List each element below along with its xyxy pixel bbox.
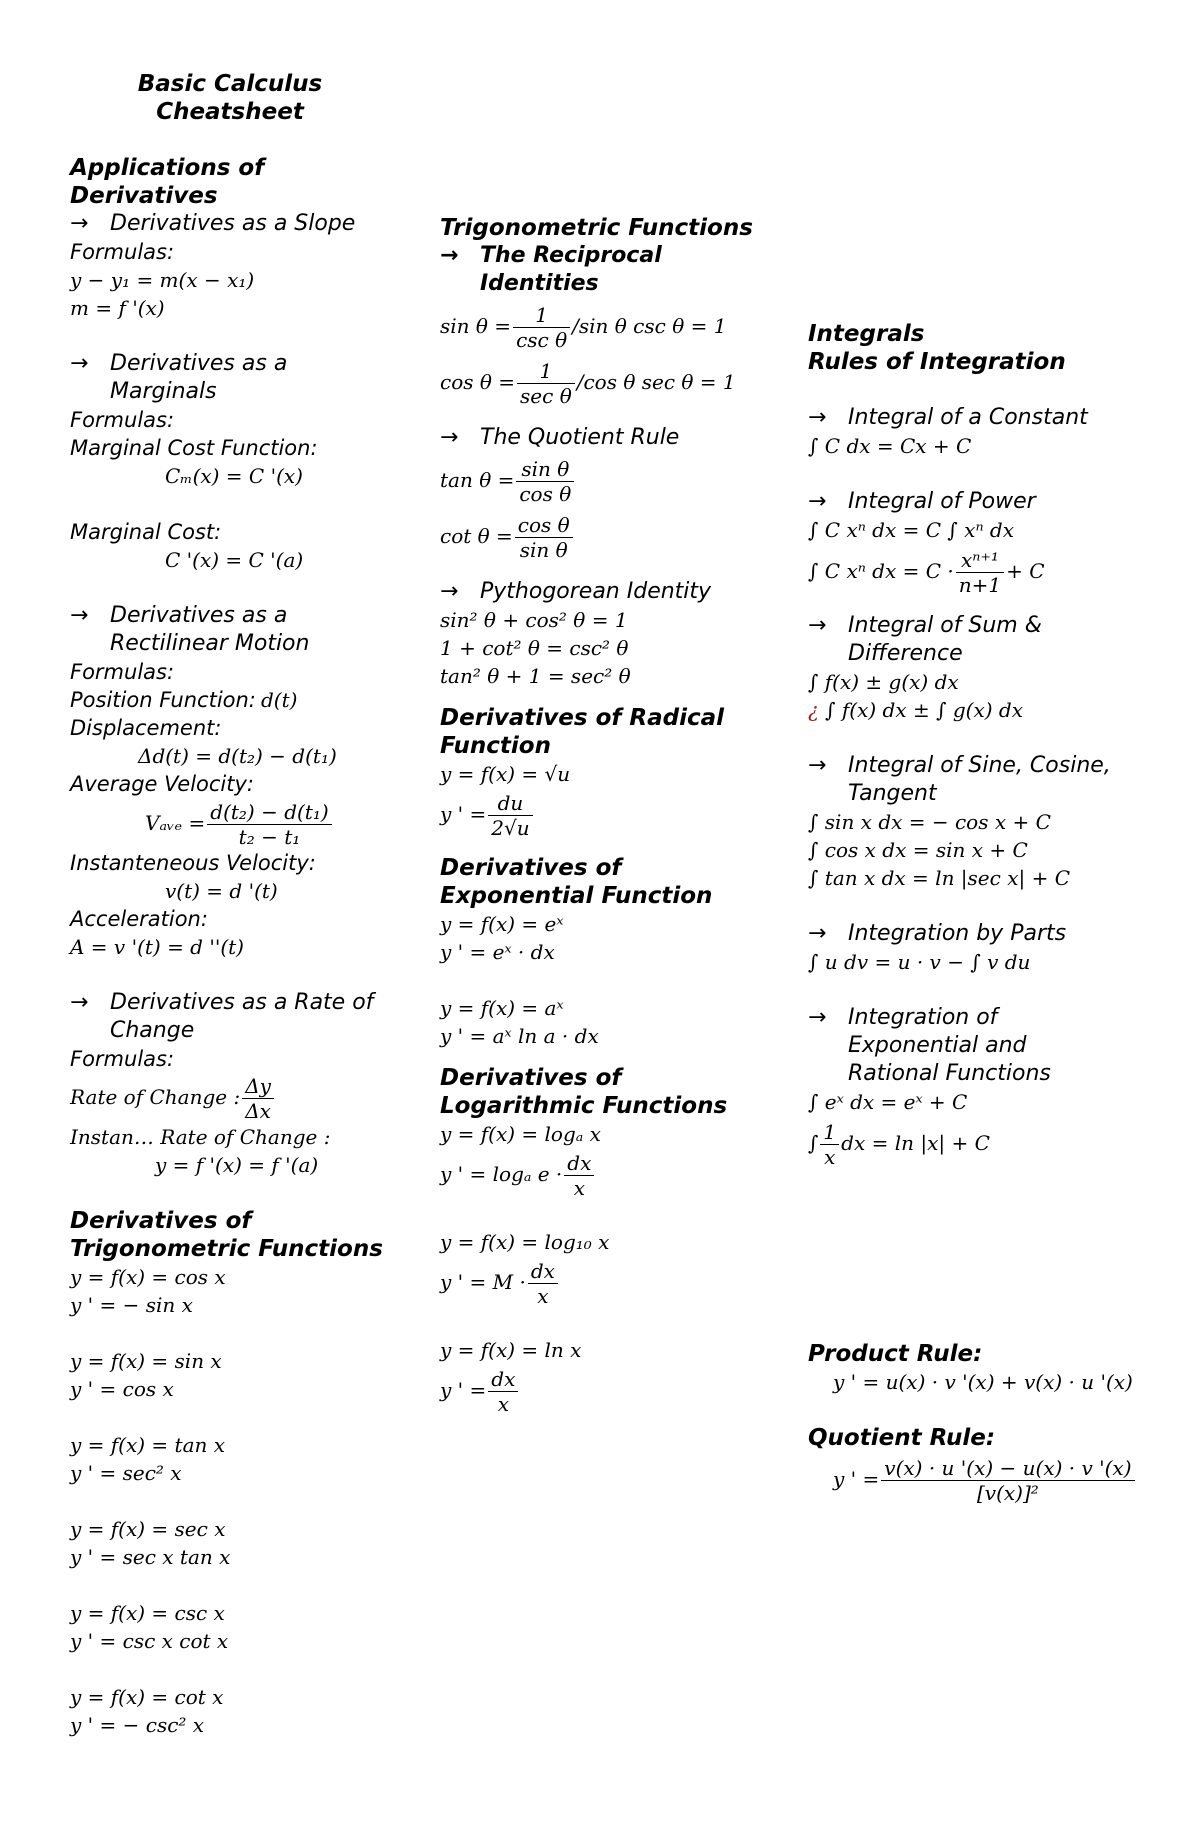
label: Displacement: bbox=[70, 716, 222, 740]
formula: ∫ C dx = Cx + C bbox=[808, 434, 972, 458]
trig-derivative-0: y = f(x) = cos x y ' = − sin x bbox=[70, 1265, 226, 1317]
logarithmic-heading: Derivatives of Logarithmic Functions bbox=[440, 1065, 728, 1119]
trig-derivative-3: y = f(x) = sec x y ' = sec x tan x bbox=[70, 1517, 231, 1569]
formula: y ' = $\frac{dx}{x}$ bbox=[440, 1364, 790, 1416]
formula: C '(x) = C '(a) bbox=[165, 548, 304, 572]
product-rule-heading: Product Rule: bbox=[808, 1341, 983, 1367]
formula: y ' = eˣ · dx bbox=[440, 940, 555, 964]
trig-integral-subheading: → Integral of Sine, Cosine, Tangent bbox=[808, 753, 1111, 806]
formula: ∫ tan x dx = ln |sec x| + C bbox=[808, 866, 1070, 890]
label: Instanteneous Velocity: bbox=[70, 851, 316, 875]
trig-functions-heading: Trigonometric Functions bbox=[440, 215, 753, 241]
formula: y ' = M · $\frac{dx}{x}$ bbox=[440, 1256, 790, 1308]
applications-heading: Applications of Derivatives bbox=[70, 155, 265, 209]
trig-derivative-4: y = f(x) = csc x y ' = csc x cot x bbox=[70, 1601, 229, 1653]
formula: Cₘ(x) = C '(x) bbox=[165, 464, 303, 488]
rectilinear-subheading: → Derivatives as a Rectilinear Motion bbox=[70, 603, 310, 656]
label: Marginal Cost: bbox=[70, 520, 222, 544]
formula: y = f(x) = logₐ x bbox=[440, 1122, 601, 1146]
sum-subheading: → Integral of Sum & Difference bbox=[808, 613, 1042, 666]
column-3 bbox=[808, 0, 1188, 1506]
exponential-heading: Derivatives of Exponential Function bbox=[440, 855, 713, 909]
trig-derivative-1: y = f(x) = sin x y ' = cos x bbox=[70, 1349, 222, 1401]
formula: y = f '(x) = f '(a) bbox=[155, 1153, 319, 1177]
formula: y ' = $\frac{du}{2√u}$ bbox=[440, 788, 790, 840]
formula: ∫ $\frac{1}{x}$ dx = ln |x| + C bbox=[808, 1120, 990, 1169]
formula: tan² θ + 1 = sec² θ bbox=[440, 664, 631, 688]
formula: v(t) = d '(t) bbox=[165, 879, 278, 903]
power-subheading: → Integral of Power bbox=[808, 489, 1036, 514]
formulas-label: Formulas: bbox=[70, 240, 175, 264]
formula: y ' = u(x) · v '(x) + v(x) · u '(x) bbox=[833, 1370, 1133, 1394]
formula: A = v '(t) = d ''(t) bbox=[70, 935, 244, 959]
label: Average Velocity: bbox=[70, 772, 254, 796]
formula: m = f '(x) bbox=[70, 296, 165, 320]
formula: sin² θ + cos² θ = 1 bbox=[440, 608, 628, 632]
formula: ∫ eˣ dx = eˣ + C bbox=[808, 1090, 968, 1114]
pythagorean-subheading: → Pythogorean Identity bbox=[440, 579, 712, 604]
rate-subheading: → Derivatives as a Rate of Change bbox=[70, 990, 374, 1043]
page-title: Basic Calculus Cheatsheet bbox=[137, 71, 323, 125]
formula: y = f(x) = √u bbox=[440, 762, 571, 786]
formula: cos θ = $\frac{1}{\text{sec θ}}$ /cos θ sec θ = 1 bbox=[440, 359, 736, 408]
formula: ∫ C xⁿ dx = C · $\frac{\text{xⁿ⁺¹}}{n+1}$ + C bbox=[808, 548, 1045, 597]
formula: 1 + cot² θ = csc² θ bbox=[440, 636, 629, 660]
constant-subheading: → Integral of a Constant bbox=[808, 405, 1088, 430]
formula: ∫ sin x dx = − cos x + C bbox=[808, 810, 1051, 834]
formula: y = f(x) = ln x bbox=[440, 1338, 582, 1362]
formula: y ' = $\frac{v(x) \cdot u '(x) - u(x) \cdot v '(x)}{\text{[v(x)]²}}$ bbox=[808, 1452, 1188, 1506]
formula: sin θ = $\frac{1}{\text{csc θ}}$ /sin θ csc θ = 1 bbox=[440, 303, 727, 352]
formula: Rate of Change : $\frac{\Delta y}{\Delta x}$ bbox=[70, 1073, 410, 1123]
formula: y ' = logₐ e · $\frac{dx}{x}$ bbox=[440, 1148, 790, 1200]
integrals-heading: Integrals Rules of Integration bbox=[808, 321, 1066, 375]
formula: y = f(x) = log₁₀ x bbox=[440, 1230, 610, 1254]
slope-subheading: → Derivatives as a Slope bbox=[70, 211, 356, 236]
formula: ¿ ∫ f(x) dx ± ∫ g(x) dx bbox=[808, 698, 1023, 722]
trig-derivative-2: y = f(x) = tan x y ' = sec² x bbox=[70, 1433, 226, 1485]
column-1 bbox=[70, 0, 410, 1739]
formula: tan θ = $\frac{\text{sin θ}}{\text{cos θ}}$ bbox=[440, 452, 790, 508]
formulas-label: Formulas: bbox=[70, 408, 175, 432]
position-row: Position Function: d(t) bbox=[70, 688, 298, 712]
column-2 bbox=[440, 0, 790, 1416]
radical-heading: Derivatives of Radical Function bbox=[440, 705, 725, 759]
parts-subheading: → Integration by Parts bbox=[808, 921, 1067, 946]
quotient-rule-heading: Quotient Rule: bbox=[808, 1425, 996, 1451]
formula: y − y₁ = m(x − x₁) bbox=[70, 268, 255, 292]
reciprocal-subheading: → The Reciprocal Identities bbox=[440, 243, 662, 296]
marginals-subheading: → Derivatives as a Marginals bbox=[70, 351, 288, 404]
quotient-subheading: → The Quotient Rule bbox=[440, 425, 680, 450]
formula: ∫ u dv = u · v − ∫ v du bbox=[808, 950, 1031, 974]
label: Acceleration: bbox=[70, 907, 208, 931]
formula: y = f(x) = aˣ bbox=[440, 996, 564, 1020]
label: Instan… Rate of Change : bbox=[70, 1125, 331, 1149]
formula: Δd(t) = d(t₂) − d(t₁) bbox=[138, 744, 337, 768]
exp-rational-subheading: → Integration of Exponential and Rational Functions bbox=[808, 1005, 1051, 1086]
trig-derivatives-heading: Derivatives of Trigonometric Functions bbox=[70, 1208, 383, 1262]
formula: y = f(x) = eˣ bbox=[440, 912, 564, 936]
formulas-label: Formulas: bbox=[70, 1047, 175, 1071]
formula: y ' = aˣ ln a · dx bbox=[440, 1024, 599, 1048]
formula: ∫ f(x) ± g(x) dx bbox=[808, 670, 959, 694]
formulas-label: Formulas: bbox=[70, 660, 175, 684]
trig-derivative-5: y = f(x) = cot x y ' = − csc² x bbox=[70, 1685, 224, 1737]
formula: ∫ cos x dx = sin x + C bbox=[808, 838, 1028, 862]
formula: cot θ = $\frac{\text{cos θ}}{\text{sin θ}}$ bbox=[440, 508, 790, 564]
formula: Vₐᵥₑ = $\frac{\text{d(t₂) − d(t₁)}}{\text{t₂ − t₁}}$ bbox=[70, 798, 410, 849]
formula: ∫ C xⁿ dx = C ∫ xⁿ dx bbox=[808, 518, 1014, 542]
label: Marginal Cost Function: bbox=[70, 436, 318, 460]
